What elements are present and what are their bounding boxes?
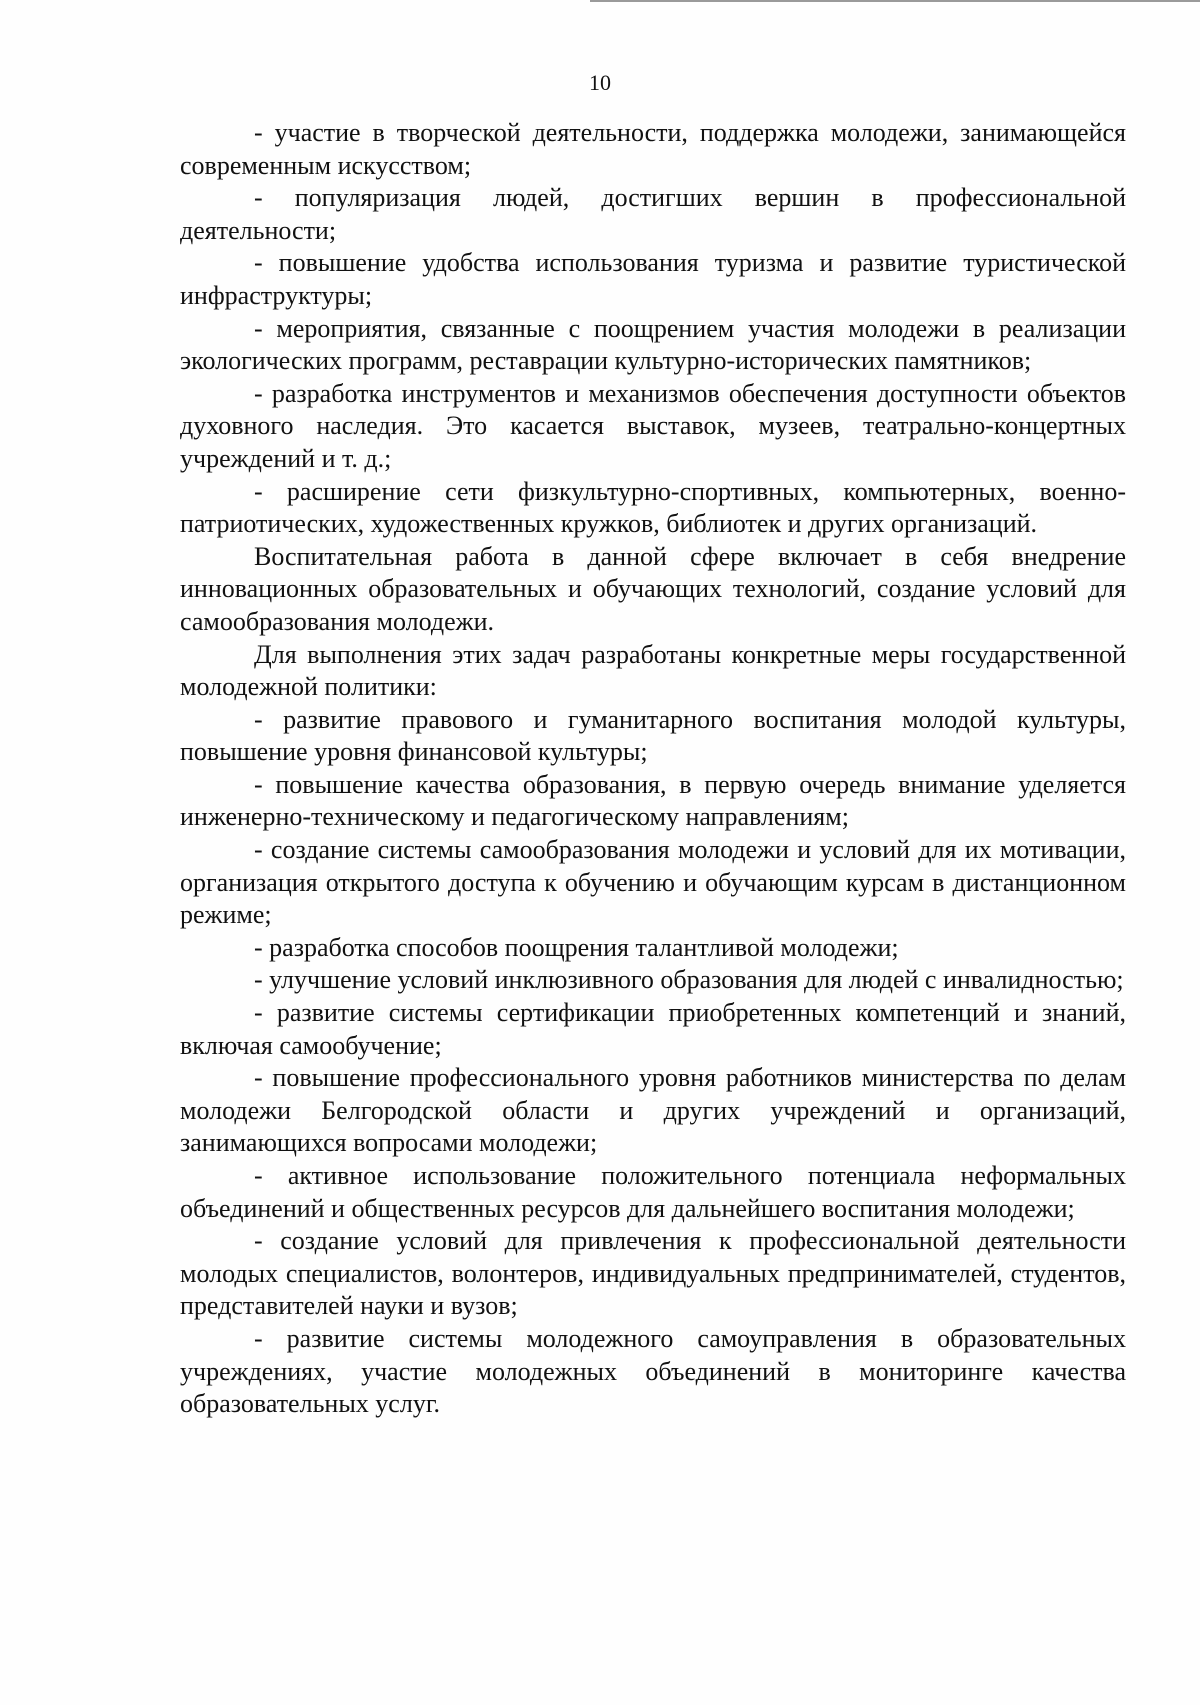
paragraph: - мероприятия, связанные с поощрением участия молодежи в реализации экологических программ, реставрации культурно-исторических памятников; bbox=[180, 313, 1126, 376]
paragraph: - улучшение условий инклюзивного образования для людей с инвалидностью; bbox=[254, 965, 1124, 995]
body-text bbox=[180, 117, 1126, 1421]
scan-edge-line bbox=[590, 0, 1200, 2]
paragraph: - популяризация людей, достигших вершин в профессиональной деятельности; bbox=[180, 183, 1126, 245]
paragraph: - развитие системы сертификации приобретенных компетенций и знаний, включая самообучение; bbox=[180, 998, 1126, 1060]
paragraph: - разработка способов поощрения талантливой молодежи; bbox=[254, 932, 899, 962]
paragraph: - повышение качества образования, в первую очередь внимание уделяется инженерно-техническому и педагогическому направлениям; bbox=[180, 769, 1126, 832]
paragraph: - создание условий для привлечения к профессиональной деятельности молодых специалистов, волонтеров, индивидуальных предпринимателей, студентов, представителей науки и вузов; bbox=[180, 1226, 1126, 1321]
paragraph: - развитие системы молодежного самоуправления в образовательных учреждениях, участие молодежных объединений в мониторинге качества образовательных услуг. bbox=[180, 1323, 1126, 1419]
paragraph: Воспитательная работа в данной сфере включает в себя внедрение инновационных образовательных и обучающих технологий, создание условий для самообразования молодежи. bbox=[180, 541, 1126, 636]
paragraph: - участие в творческой деятельности, поддержка молодежи, занимающейся современным искусством; bbox=[180, 118, 1126, 180]
paragraph: - активное использование положительного потенциала неформальных объединений и общественных ресурсов для дальнейшего воспитания молодежи; bbox=[180, 1161, 1126, 1223]
paragraph: Для выполнения этих задач разработаны конкретные меры государственной молодежной политики: bbox=[180, 639, 1126, 702]
paragraph: - повышение профессионального уровня работников министерства по делам молодежи Белгородской области и других учреждений и организаций, занимающихся вопросами молодежи; bbox=[180, 1063, 1126, 1158]
paragraph: - развитие правового и гуманитарного воспитания молодой культуры, повышение уровня финансовой культуры; bbox=[180, 704, 1126, 767]
paragraph: - повышение удобства использования туризма и развитие туристической инфраструктуры; bbox=[180, 248, 1126, 310]
paragraph: - расширение сети физкультурно-спортивных, компьютерных, военно-патриотических, художественных кружков, библиотек и других организаций. bbox=[180, 476, 1126, 539]
page-number: 10 bbox=[589, 70, 611, 95]
paragraph: - создание системы самообразования молодежи и условий для их мотивации, организация открытого доступа к обучению и обучающим курсам в дистанционном режиме; bbox=[180, 835, 1126, 930]
paragraph: - разработка инструментов и механизмов обеспечения доступности объектов духовного наследия. Это касается выставок, музеев, театрально-концертных учреждений и т. д.; bbox=[180, 378, 1126, 473]
